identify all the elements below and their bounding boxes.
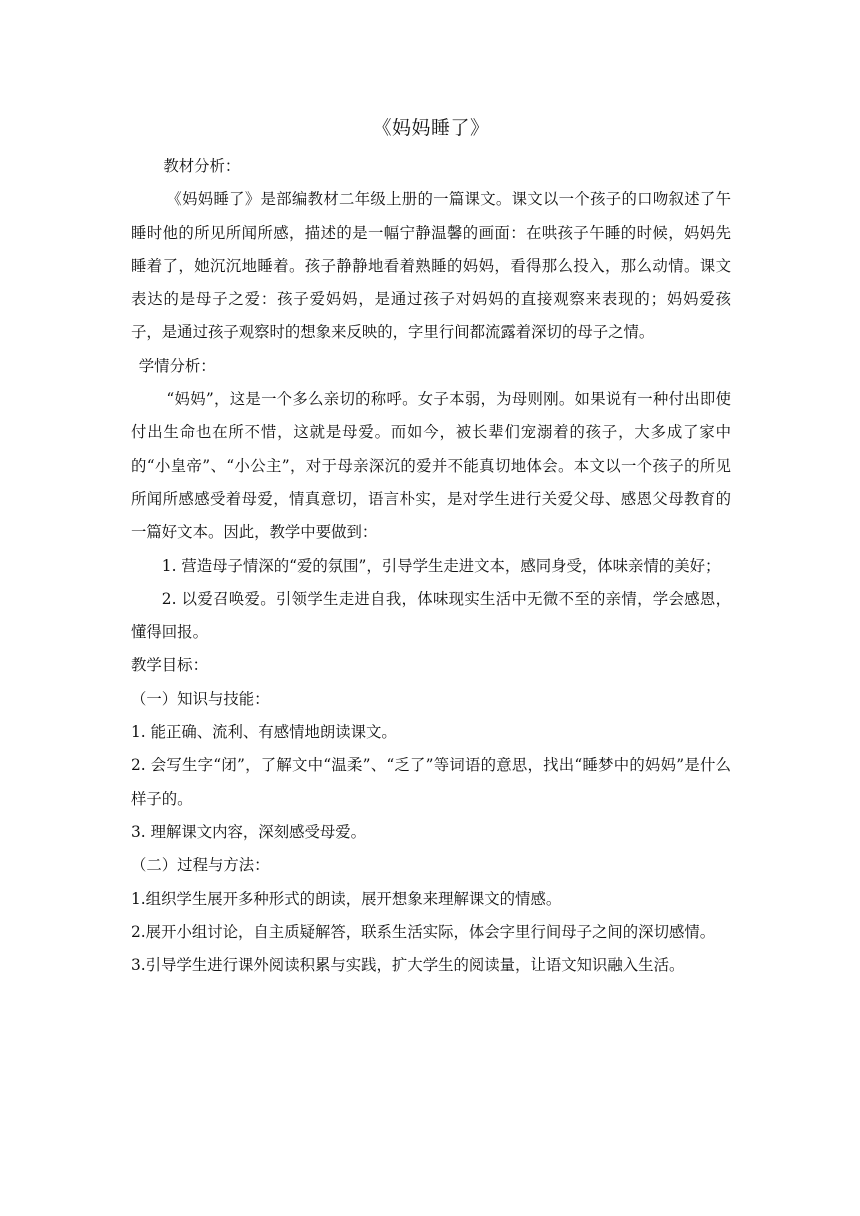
paragraph-material: 《妈妈睡了》是部编教材二年级上册的一篇课文。课文以一个孩子的口吻叙述了午睡时他的所见所闻所感，描述的是一幅宁静温馨的画面：在哄孩子午睡的时候，妈妈先睡着了，她沉沉地睡着。孩子静静地看着熟睡的妈妈，看得那么投入，那么动情。课文表达的是母子之爱：孩子爱妈妈，是通过孩子对妈妈的直接观察来表现的；妈妈爱孩子，是通过孩子观察时的想象来反映的，字里行间都流露着深切的母子之情。	[131, 190, 731, 342]
list-item-learner-1: 1. 营造母子情深的“爱的氛围”，引导学生走进文本，感同身受，体味亲情的美好；	[161, 556, 721, 575]
list-item-goal2-3: 3.引导学生进行课外阅读积累与实践，扩大学生的阅读量，让语文知识融入生活。	[131, 956, 685, 975]
section-heading-learner: 学情分析：	[138, 356, 216, 375]
list-item-goal1-2: 2. 会写生字“闭”，了解文中“温柔”、“乏了”等词语的意思，找出“睡梦中的妈妈”是什么样子的。	[131, 756, 731, 808]
list-item-goal1-1: 1. 能正确、流利、有感情地朗读课文。	[131, 723, 397, 742]
list-item-goal1-3: 3. 理解课文内容，深刻感受母爱。	[131, 822, 367, 841]
subheading-process-methods: （二）过程与方法：	[131, 856, 270, 875]
subheading-knowledge-skills: （一）知识与技能：	[131, 689, 270, 708]
list-item-goal2-2: 2.展开小组讨论，自主质疑解答，联系生活实际，体会字里行间母子之间的深切感情。	[131, 922, 716, 941]
section-heading-material: 教材分析：	[163, 157, 241, 175]
section-heading-goals: 教学目标：	[131, 656, 208, 675]
paragraph-learner: “妈妈”，这是一个多么亲切的称呼。女子本弱，为母则刚。如果说有一种付出即使付出生命也在所不惜，这就是母爱。而如今，被长辈们宠溺着的孩子，大多成了家中的“小皇帝”、“小公主”，对于母亲深沉的爱并不能真切地体会。本文以一个孩子的所见所闻所感感受着母爱，情真意切，语言朴实，是对学生进行关爱父母、感恩父母教育的一篇好文本。因此，教学中要做到：	[131, 390, 731, 542]
document-page	[131, 110, 731, 982]
list-item-goal2-1: 1.组织学生展开多种形式的朗读，展开想象来理解课文的情感。	[131, 889, 562, 908]
page-title: 《妈妈睡了》	[372, 117, 490, 139]
list-item-learner-2: 2. 以爱召唤爱。引领学生走进自我，体味现实生活中无微不至的亲情，学会感恩，懂得回报。	[131, 589, 731, 642]
